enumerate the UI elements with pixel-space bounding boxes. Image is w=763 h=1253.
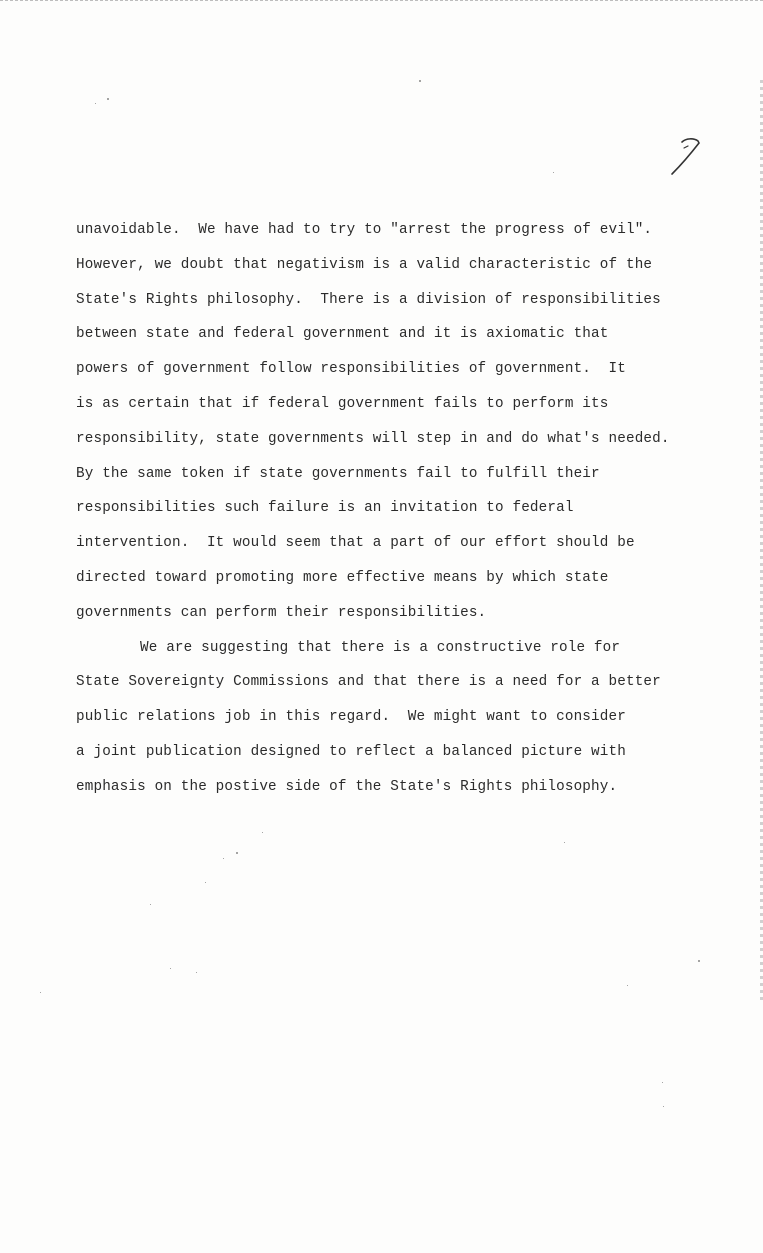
scan-speck: [698, 960, 700, 962]
paragraph-line: a joint publication designed to reflect a balanced picture with: [76, 743, 626, 760]
paragraph-line: unavoidable. We have had to try to "arrest the progress of evil".: [76, 222, 653, 238]
scan-speck: [150, 904, 151, 905]
paragraph-line: emphasis on the postive side of the State's Rights philosophy.: [76, 778, 618, 795]
paragraph-line: State's Rights philosophy. There is a division of responsibilities: [76, 291, 661, 308]
paragraph-line: State Sovereignty Commissions and that there is a need for a better: [76, 674, 661, 691]
scan-speck: [205, 882, 206, 883]
paragraph-line: powers of government follow responsibilities of government. It: [76, 361, 626, 378]
letter-body: [76, 213, 716, 805]
paragraph-2: [76, 631, 716, 805]
page-number-glyph: [668, 132, 708, 180]
paragraph-line: directed toward promoting more effective means by which state: [76, 569, 609, 586]
scan-speck: [40, 992, 41, 993]
scan-speck: [262, 832, 263, 833]
scan-speck: [662, 1082, 663, 1083]
scan-speck: [170, 968, 171, 969]
scan-speck: [419, 80, 421, 82]
page-top-edge: [0, 0, 763, 4]
scan-speck: [223, 858, 224, 859]
paragraph-line: governments can perform their responsibilities.: [76, 604, 487, 621]
handwritten-page-number: [668, 132, 708, 180]
paragraph-line: public relations job in this regard. We might want to consider: [76, 709, 626, 726]
paragraph-1: [76, 213, 716, 631]
scan-speck: [236, 852, 238, 854]
scan-speck: [564, 842, 565, 843]
paragraph-line: responsibilities such failure is an invitation to federal: [76, 500, 574, 517]
scan-speck: [107, 98, 109, 100]
scan-speck: [196, 972, 197, 973]
page-number-value: [668, 132, 669, 133]
paragraph-line: is as certain that if federal government fails to perform its: [76, 395, 609, 412]
paragraph-line: However, we doubt that negativism is a valid characteristic of the: [76, 256, 653, 273]
scan-speck: [553, 172, 554, 173]
paragraph-line: responsibility, state governments will step in and do what's needed.: [76, 430, 670, 447]
paragraph-line: By the same token if state governments fail to fulfill their: [76, 465, 600, 482]
paragraph-line: between state and federal government and it is axiomatic that: [76, 326, 609, 343]
paragraph-line: intervention. It would seem that a part of our effort should be: [76, 535, 635, 552]
paragraph-line: We are suggesting that there is a constructive role for: [140, 639, 621, 656]
scan-speck: [663, 1106, 664, 1107]
scan-speck: [627, 985, 628, 986]
scan-speck: [95, 103, 96, 104]
